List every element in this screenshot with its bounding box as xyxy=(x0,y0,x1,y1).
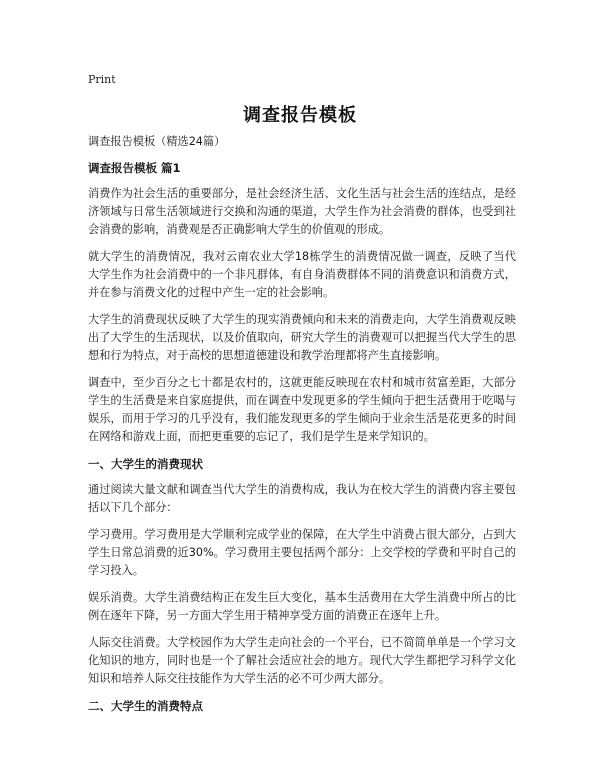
article-heading: 调查报告模板 篇1 xyxy=(88,161,181,175)
paragraph-4: 调查中，至少百分之七十都是农村的，这就更能反映现在农村和城市贫富差距，大部分学生的生活费是来自家庭提供，而在调查中发现更多的学生倾向于把生活费用于吃喝与娱乐，而用于学习的几乎没有，我们能发现更多的学生倾向于业余生活是花更多的时间在网络和游戏上面，而把更重要的忘记了，我们是学生是来学知识的。 xyxy=(88,376,516,443)
paragraph-2: 就大学生的消费情况，我对云南农业大学18栋学生的消费情况做一调查，反映了当代大学生作为社会消费中的一个非凡群体，有自身消费群体不同的消费意识和消费方式，并在参与消费文化的过程中产生一定的社会影响。 xyxy=(88,250,516,299)
document-subtitle: 调查报告模板（精选24篇） xyxy=(88,135,226,148)
document-body xyxy=(88,133,516,723)
section1-paragraph-1: 通过阅读大量文献和调查当代大学生的消费构成，我认为在校大学生的消费内容主要包括以下几个部分： xyxy=(88,483,516,514)
print-label[interactable]: Print xyxy=(88,73,116,86)
paragraph-1: 消费作为社会生活的重要部分，是社会经济生活、文化生活与社会生活的连结点，是经济领域与日常生活领域进行交换和沟通的渠道，大学生作为社会消费的群体，也受到社会消费的影响，消费观是否正确影响大学生的价值观的形成。 xyxy=(88,187,516,236)
section-heading-2: 二、大学生的消费特点 xyxy=(88,699,203,713)
section-heading-1: 一、大学生的消费现状 xyxy=(88,457,203,471)
section1-paragraph-4: 人际交往消费。大学校园作为大学生走向社会的一个平台，已不简简单单是一个学习文化知识的地方，同时也是一个了解社会适应社会的地方。现代大学生都把学习科学文化知识和培养人际交往技能作为大学生活的必不可少两大部分。 xyxy=(88,636,516,685)
section1-paragraph-2: 学习费用。学习费用是大学顺利完成学业的保障，在大学生中消费占很大部分，占到大学生日常总消费的近30%。学习费用主要包括两个部分：上交学校的学费和平时自己的学习投入。 xyxy=(88,528,516,577)
document-title: 调查报告模板 xyxy=(243,105,357,126)
paragraph-3: 大学生的消费现状反映了大学生的现实消费倾向和未来的消费走向，大学生消费观反映出了大学生的生活现状，以及价值取向，研究大学生的消费观可以把握当代大学生的思想和行为特点，对于高校的思想道德建设和教学治理都将产生直接影响。 xyxy=(88,313,516,362)
section1-paragraph-3: 娱乐消费。大学生消费结构正在发生巨大变化，基本生活费用在大学生消费中所占的比例在逐年下降，另一方面大学生用于精神享受方面的消费正在逐年上升。 xyxy=(88,591,516,622)
